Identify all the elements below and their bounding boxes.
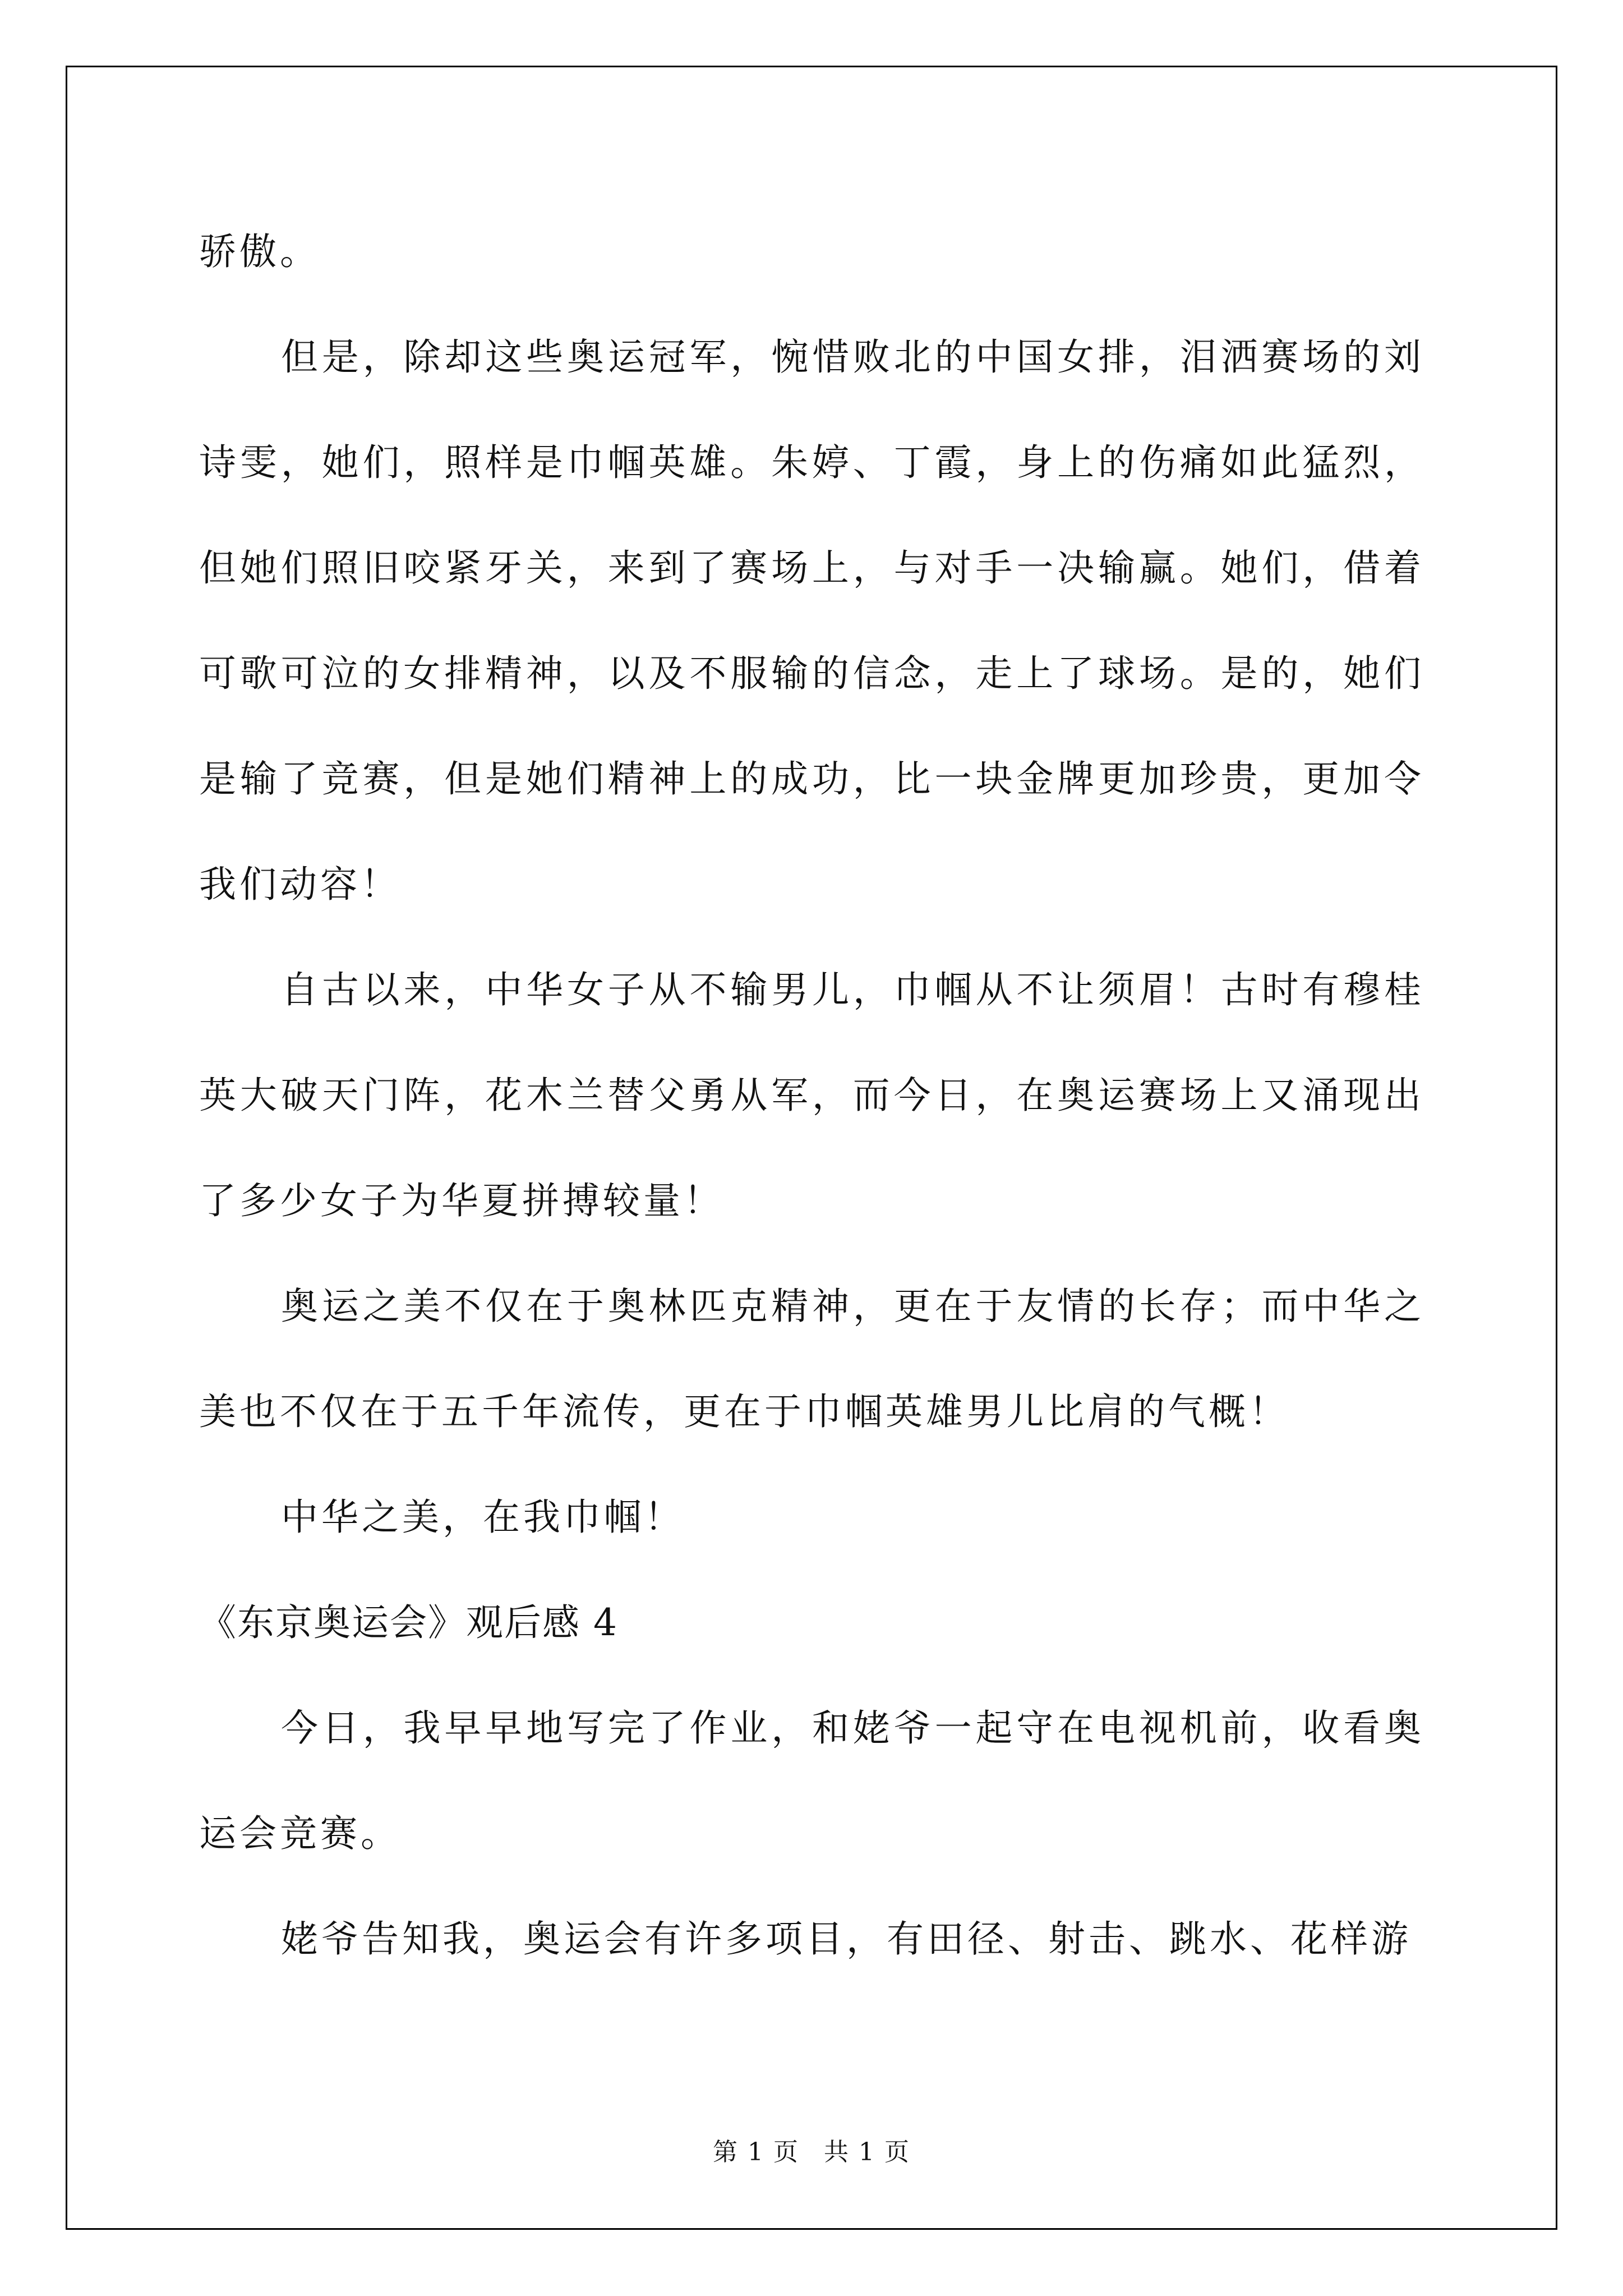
paragraph: 中华之美，在我巾帼！	[281, 1496, 685, 1539]
section-heading: 《东京奥运会》观后感 4	[199, 1601, 618, 1644]
paragraph: 奥运之美不仅在于奥林匹克精神，更在于友情的长存；而中华之美也不仅在于五千年流传，更在于巾帼英雄男儿比肩的气概！	[199, 1285, 1424, 1433]
document-body	[199, 199, 1424, 1992]
page-number: 第 1 页	[713, 2138, 799, 2166]
paragraph: 骄傲。	[199, 230, 320, 273]
page-footer	[0, 2132, 1623, 2168]
paragraph: 姥爷告知我，奥运会有许多项目，有田径、射击、跳水、花样游	[281, 1917, 1412, 1961]
paragraph: 今日，我早早地写完了作业，和姥爷一起守在电视机前，收看奥运会竞赛。	[199, 1706, 1424, 1855]
page-total: 共 1 页	[824, 2138, 910, 2166]
paragraph: 但是，除却这些奥运冠军，惋惜败北的中国女排，泪洒赛场的刘诗雯，她们，照样是巾帼英雄。朱婷、丁霞，身上的伤痛如此猛烈，但她们照旧咬紧牙关，来到了赛场上，与对手一决输赢。她们，借着可歌可泣的女排精神，以及不服输的信念，走上了球场。是的，她们是输了竞赛，但是她们精神上的成功，比一块金牌更加珍贵，更加令我们动容！	[199, 335, 1424, 906]
paragraph: 自古以来，中华女子从不输男儿，巾帼从不让须眉！古时有穆桂英大破天门阵，花木兰替父勇从军，而今日，在奥运赛场上又涌现出了多少女子为华夏拼搏较量！	[199, 968, 1424, 1222]
